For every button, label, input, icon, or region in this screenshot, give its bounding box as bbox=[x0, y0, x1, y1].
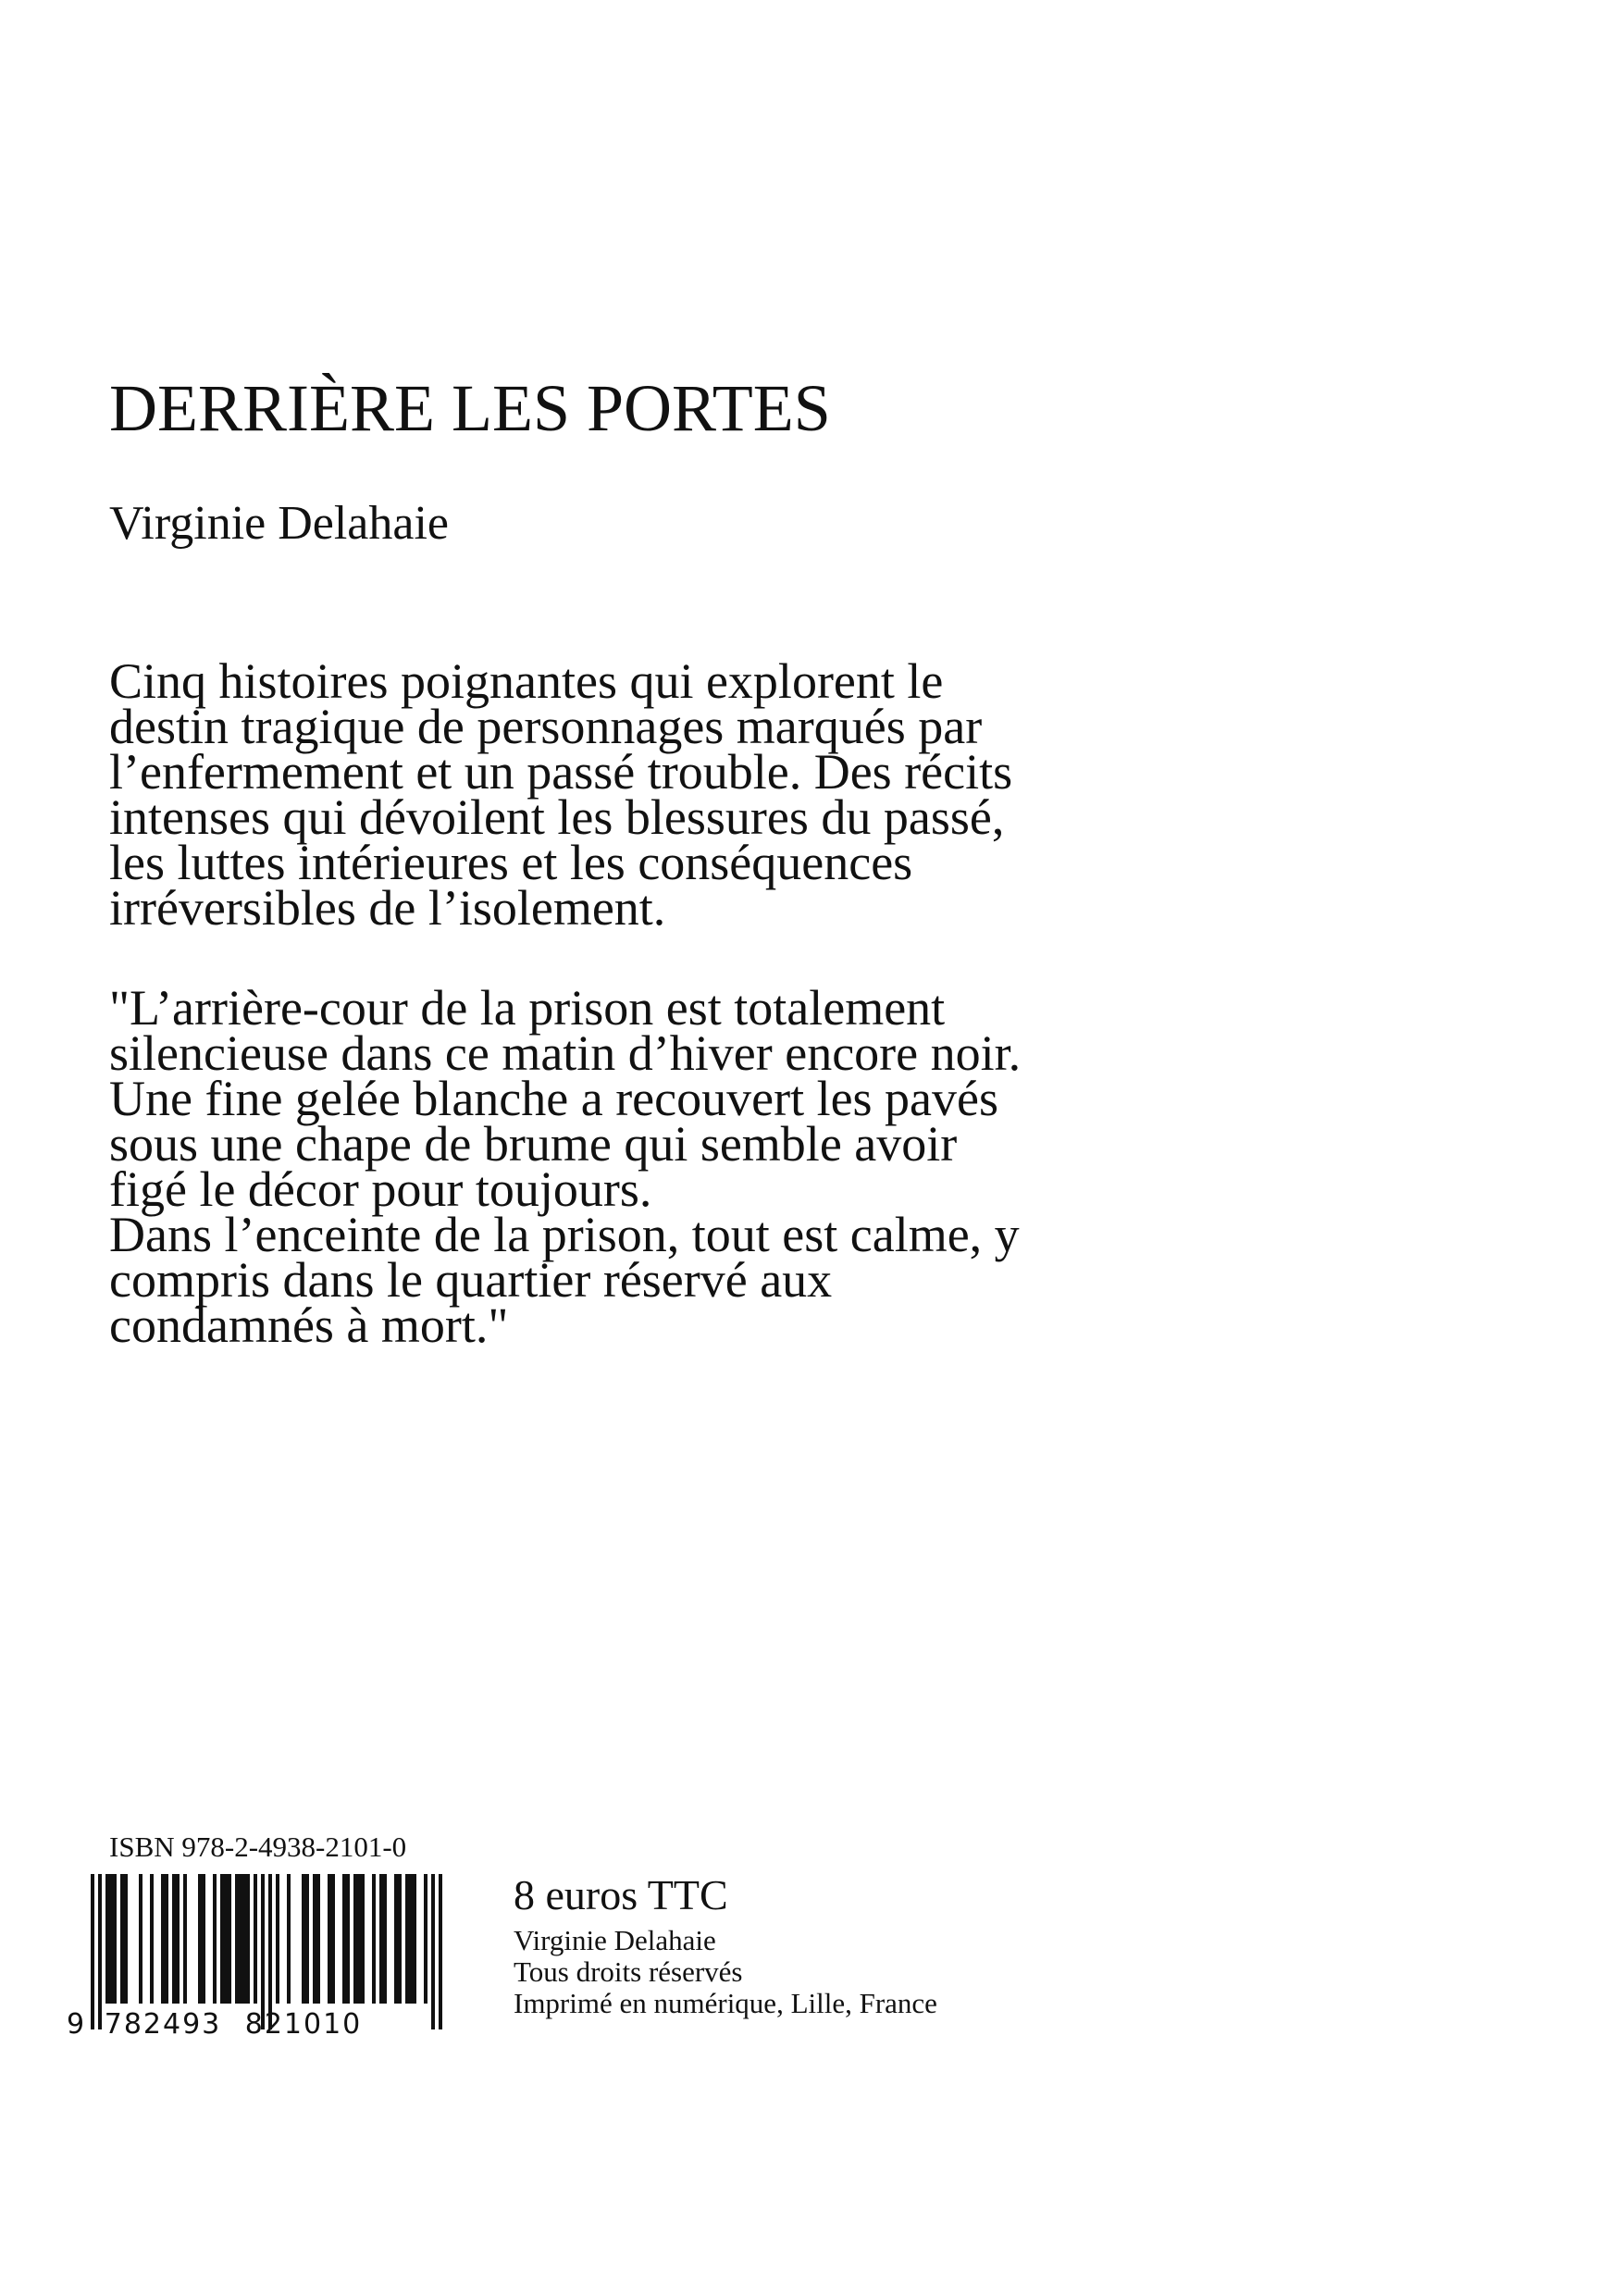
excerpt-quote bbox=[109, 980, 1266, 1353]
barcode-bar bbox=[109, 1874, 113, 2004]
barcode-bar bbox=[346, 1874, 350, 2004]
barcode-bar bbox=[246, 1874, 250, 2004]
barcode-bar bbox=[276, 1874, 279, 2004]
barcode-bar bbox=[124, 1874, 128, 2004]
barcode-bar bbox=[202, 1874, 205, 2004]
barcode-right-digits: 821010 bbox=[244, 2008, 363, 2036]
printing-location: Imprimé en numérique, Lille, France bbox=[514, 1987, 937, 2019]
barcode-bar bbox=[220, 1874, 224, 2004]
barcode-bar bbox=[113, 1874, 117, 2004]
quote-line: "L’arrière-cour de la prison est totalement bbox=[109, 980, 946, 1036]
quote-line: condamnés à mort." bbox=[109, 1297, 509, 1353]
barcode-bar bbox=[383, 1874, 387, 2004]
barcode-bar bbox=[183, 1874, 187, 2004]
price-label: 8 euros TTC bbox=[514, 1871, 728, 1918]
barcode-bar bbox=[361, 1874, 365, 2004]
blurb-line: destin tragique de personnages marqués par bbox=[109, 699, 983, 754]
barcode-bar bbox=[372, 1874, 376, 2004]
barcode-guard-bar bbox=[439, 1874, 442, 2029]
barcode-guard-bar bbox=[91, 1874, 94, 2029]
barcode-bar bbox=[328, 1874, 331, 2004]
barcode-bar bbox=[405, 1874, 409, 2004]
barcode-bar bbox=[105, 1874, 109, 2004]
barcode-bar bbox=[254, 1874, 257, 2004]
isbn-barcode bbox=[65, 1874, 458, 2036]
quote-line: silencieuse dans ce matin d’hiver encore noir. bbox=[109, 1025, 1022, 1081]
barcode-first-digit: 9 bbox=[67, 2008, 85, 2036]
barcode-bar bbox=[120, 1874, 124, 2004]
barcode-bar bbox=[287, 1874, 291, 2004]
imprint-info bbox=[514, 1925, 937, 2019]
barcode-bars bbox=[91, 1874, 442, 2029]
barcode-guard-bar bbox=[431, 1874, 435, 2029]
barcode-bar bbox=[139, 1874, 142, 2004]
barcode-bar bbox=[213, 1874, 217, 2004]
barcode-bar bbox=[165, 1874, 168, 2004]
barcode-bar bbox=[239, 1874, 242, 2004]
barcode-bar bbox=[353, 1874, 357, 2004]
barcode-left-digits: 782493 bbox=[104, 2008, 222, 2036]
barcode-bar bbox=[331, 1874, 335, 2004]
barcode-bar bbox=[413, 1874, 416, 2004]
publisher-name: Virginie Delahaie bbox=[514, 1924, 716, 1956]
barcode-bar bbox=[305, 1874, 309, 2004]
barcode-bar bbox=[172, 1874, 176, 2004]
blurb-line: irréversibles de l’isolement. bbox=[109, 880, 666, 936]
blurb-line: l’enfermement et un passé trouble. Des récits bbox=[109, 744, 1013, 800]
barcode-bar bbox=[394, 1874, 398, 2004]
quote-line: compris dans le quartier réservé aux bbox=[109, 1252, 833, 1308]
quote-line: Une fine gelée blanche a recouvert les pavés bbox=[109, 1071, 999, 1126]
blurb-line: Cinq histoires poignantes qui explorent le bbox=[109, 653, 944, 709]
barcode-bar bbox=[424, 1874, 427, 2004]
barcode-guard-bar bbox=[261, 1874, 265, 2029]
barcode-bar bbox=[161, 1874, 165, 2004]
barcode-bar bbox=[150, 1874, 154, 2004]
barcode-bar bbox=[379, 1874, 383, 2004]
book-title: DERRIÈRE LES PORTES bbox=[109, 371, 831, 445]
barcode-guard-bar bbox=[98, 1874, 102, 2029]
book-author: Virginie Delahaie bbox=[109, 497, 449, 550]
isbn-label: ISBN 978-2-4938-2101-0 bbox=[109, 1831, 407, 1863]
barcode-bar bbox=[176, 1874, 180, 2004]
barcode-bar bbox=[242, 1874, 246, 2004]
barcode-bar bbox=[228, 1874, 231, 2004]
barcode-bar bbox=[224, 1874, 228, 2004]
barcode-bar bbox=[235, 1874, 239, 2004]
blurb-line: les luttes intérieures et les conséquences bbox=[109, 835, 913, 890]
barcode-bar bbox=[398, 1874, 402, 2004]
barcode-bar bbox=[342, 1874, 346, 2004]
barcode-bar bbox=[409, 1874, 413, 2004]
barcode-bar bbox=[313, 1874, 316, 2004]
quote-line: sous une chape de brume qui semble avoir bbox=[109, 1116, 958, 1172]
barcode-bar bbox=[302, 1874, 305, 2004]
rights-notice: Tous droits réservés bbox=[514, 1955, 743, 1988]
barcode-guard-bar bbox=[268, 1874, 272, 2029]
barcode-bar bbox=[357, 1874, 361, 2004]
blurb-line: intenses qui dévoilent les blessures du passé, bbox=[109, 789, 1005, 845]
barcode-bar bbox=[198, 1874, 202, 2004]
back-cover-blurb bbox=[109, 653, 1266, 936]
quote-line: figé le décor pour toujours. bbox=[109, 1161, 652, 1217]
quote-line: Dans l’enceinte de la prison, tout est calme, y bbox=[109, 1207, 1020, 1262]
barcode-bar bbox=[316, 1874, 320, 2004]
